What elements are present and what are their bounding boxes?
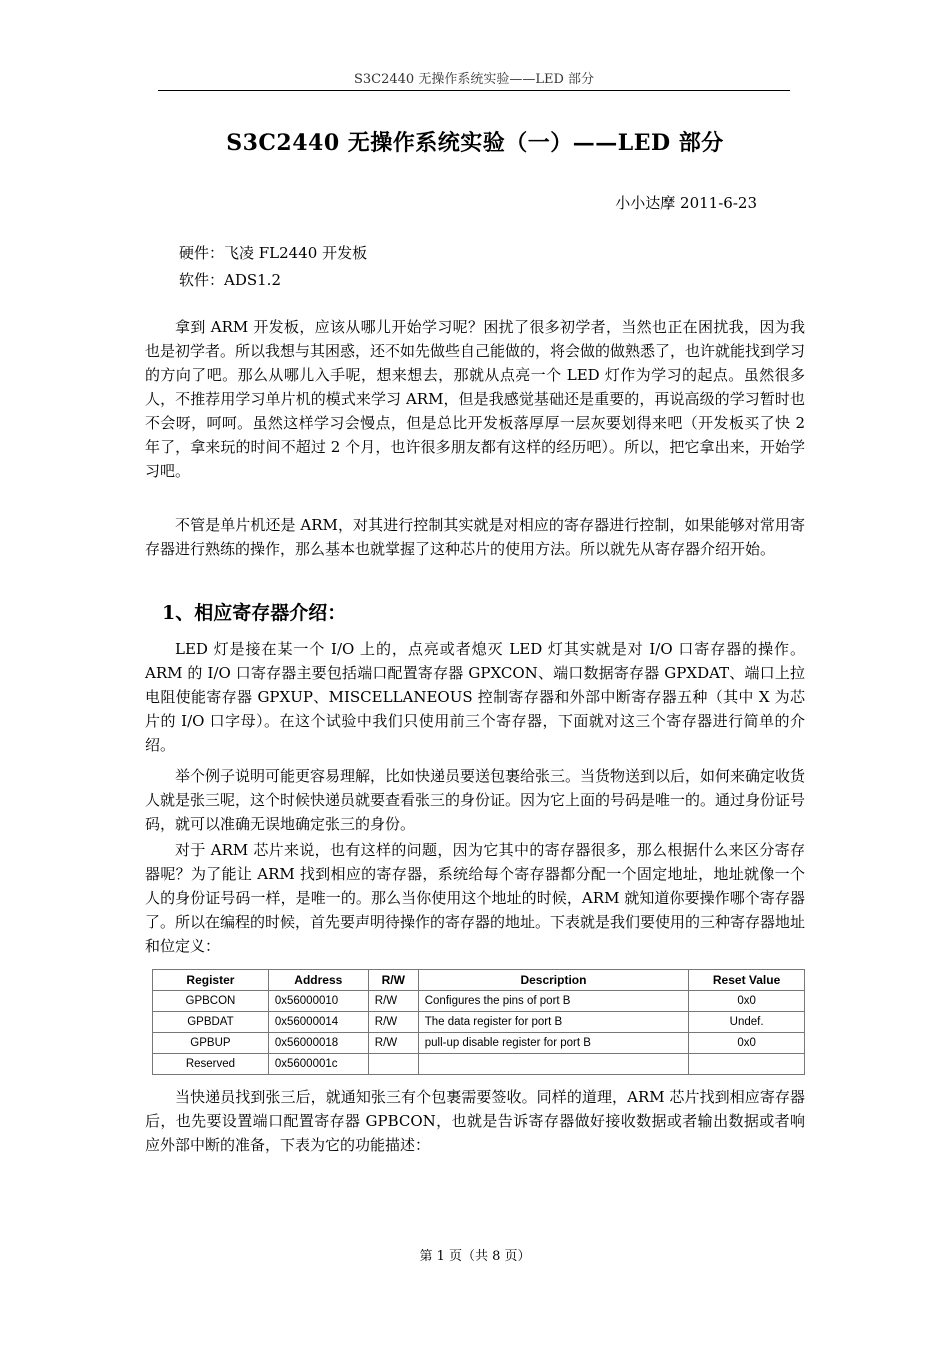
description-cell	[418, 1054, 688, 1075]
body-paragraph-4: 当快递员找到张三后，就通知张三有个包裹需要签收。同样的道理，ARM 芯片找到相应寄存器后，也先要设置端口配置寄存器 GPBCON，也就是告诉寄存器做好接收数据或者输出数据或者响应外部中断的准备，下表为它的功能描述：	[145, 1088, 805, 1154]
column-header-rw: R/W	[368, 970, 418, 991]
register-cell: GPBUP	[153, 1033, 269, 1054]
address-cell: 0x56000014	[268, 1012, 368, 1033]
register-cell: Reserved	[153, 1054, 269, 1075]
address-cell: 0x5600001c	[268, 1054, 368, 1075]
author-date: 小小达摩 2011-6-23	[615, 194, 757, 212]
column-header-register: Register	[153, 970, 269, 991]
reset-value-cell: 0x0	[689, 1033, 805, 1054]
rw-cell: R/W	[368, 1033, 418, 1054]
column-header-address: Address	[268, 970, 368, 991]
table-row	[153, 1054, 805, 1075]
description-cell: The data register for port B	[418, 1012, 688, 1033]
description-cell: pull-up disable register for port B	[418, 1033, 688, 1054]
body-paragraph-1: LED 灯是接在某一个 I/O 上的，点亮或者熄灭 LED 灯其实就是对 I/O 口寄存器的操作。ARM 的 I/O 口寄存器主要包括端口配置寄存器 GPXCON、端口数据寄存器 GPXDAT、端口上拉电阻使能寄存器 GPXUP、MISCELLANEOUS 控制寄存器和外部中断寄存器五种（其中 X 为芯片的 I/O 口字母）。在这个试验中我们只使用前三个寄存器，下面就对这三个寄存器进行简单的介绍。	[145, 640, 805, 754]
description-cell: Configures the pins of port B	[418, 991, 688, 1012]
section-heading: 1、相应寄存器介绍：	[162, 602, 347, 624]
address-cell: 0x56000010	[268, 991, 368, 1012]
software-line: 软件：ADS1.2	[179, 271, 281, 289]
table-header-row	[153, 970, 805, 991]
table-row	[153, 1012, 805, 1033]
hardware-line: 硬件：飞凌 FL2440 开发板	[179, 244, 368, 262]
column-header-reset-value: Reset Value	[689, 970, 805, 991]
document-title: S3C2440 无操作系统实验（一）——LED 部分	[226, 130, 724, 156]
page-footer: 第 1 页（共 8 页）	[419, 1249, 531, 1264]
rw-cell: R/W	[368, 1012, 418, 1033]
intro-paragraph-2: 不管是单片机还是 ARM，对其进行控制其实就是对相应的寄存器进行控制，如果能够对常用寄存器进行熟练的操作，那么基本也就掌握了这种芯片的使用方法。所以就先从寄存器介绍开始。	[145, 516, 805, 558]
rw-cell: R/W	[368, 991, 418, 1012]
reset-value-cell: Undef.	[689, 1012, 805, 1033]
rw-cell	[368, 1054, 418, 1075]
meta-block	[179, 240, 367, 294]
table-row	[153, 1033, 805, 1054]
reset-value-cell: 0x0	[689, 991, 805, 1012]
address-cell: 0x56000018	[268, 1033, 368, 1054]
register-table	[152, 969, 805, 1075]
header-divider	[158, 90, 790, 91]
body-paragraph-3: 对于 ARM 芯片来说，也有这样的问题，因为它其中的寄存器很多，那么根据什么来区分寄存器呢？为了能让 ARM 找到相应的寄存器，系统给每个寄存器都分配一个固定地址，地址就像一个人的身份证号码一样，是唯一的。那么当你使用这个地址的时候，ARM 就知道你要操作哪个寄存器了。所以在编程的时候，首先要声明待操作的寄存器的地址。下表就是我们要使用的三种寄存器地址和位定义：	[145, 841, 806, 955]
register-cell: GPBDAT	[153, 1012, 269, 1033]
table-row	[153, 991, 805, 1012]
body-paragraph-2: 举个例子说明可能更容易理解，比如快递员要送包裹给张三。当货物送到以后，如何来确定收货人就是张三呢，这个时候快递员就要查看张三的身份证。因为它上面的号码是唯一的。通过身份证号码，就可以准确无误地确定张三的身份。	[145, 767, 806, 833]
register-cell: GPBCON	[153, 991, 269, 1012]
reset-value-cell	[689, 1054, 805, 1075]
running-header: S3C2440 无操作系统实验——LED 部分	[353, 72, 595, 87]
column-header-description: Description	[418, 970, 688, 991]
intro-paragraph-1: 拿到 ARM 开发板，应该从哪儿开始学习呢？困扰了很多初学者，当然也正在困扰我，因为我也是初学者。所以我想与其困惑，还不如先做些自己能做的，将会做的做熟悉了，也许就能找到学习的方向了吧。那么从哪儿入手呢，想来想去，那就从点亮一个 LED 灯作为学习的起点。虽然很多人，不推荐用学习单片机的模式来学习 ARM，但是我感觉基础还是重要的，再说高级的学习暂时也不会呀，呵呵。虽然这样学习会慢点，但是总比开发板落厚厚一层灰要划得来吧（开发板买了快 2 年了，拿来玩的时间不超过 2 个月，也许很多朋友都有这样的经历吧）。所以，把它拿出来，开始学习吧。	[145, 318, 806, 480]
